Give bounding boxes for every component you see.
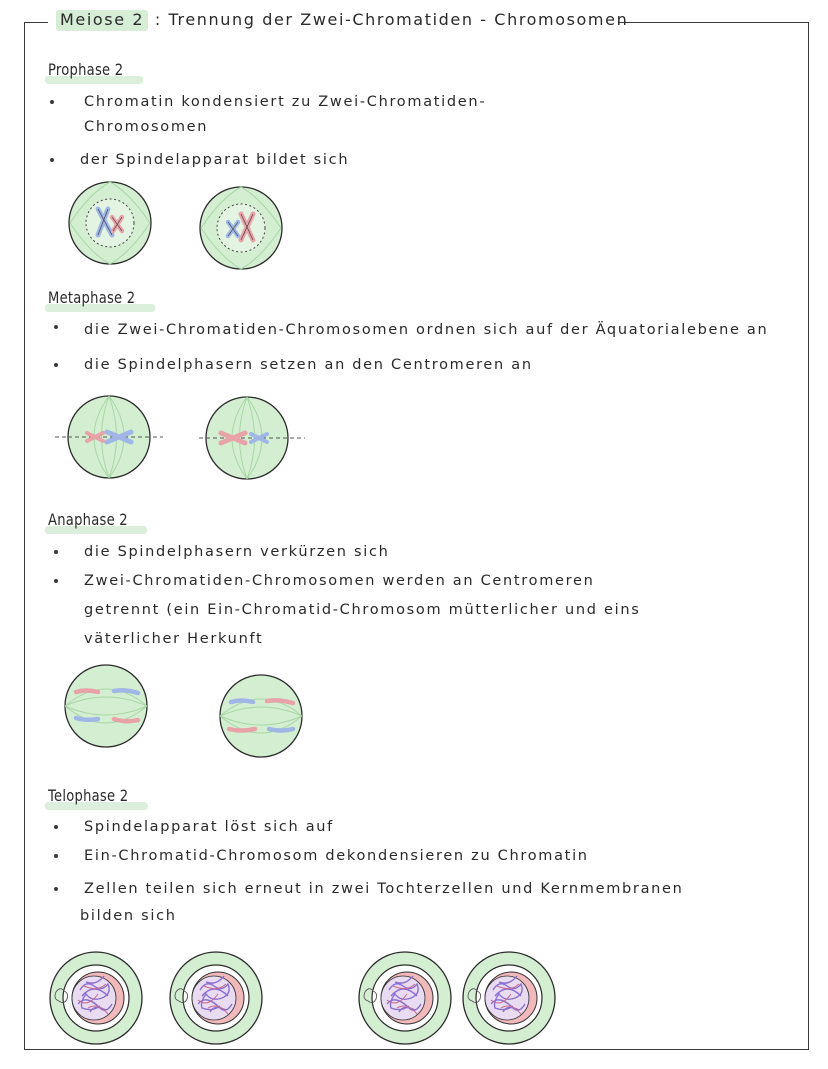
- anaphase-cells: [60, 662, 320, 762]
- telophase-bullets: [80, 813, 684, 931]
- section-telophase: [48, 786, 152, 808]
- bullet-dot: [50, 158, 54, 162]
- section-metaphase: [48, 288, 161, 310]
- bullet-dot: [54, 825, 58, 829]
- telophase-cell-2: [170, 952, 262, 1044]
- prophase-bullets: [80, 88, 487, 175]
- list-item-continuation: bilden sich: [80, 908, 177, 924]
- title-separator: :: [148, 10, 169, 29]
- bullet-dot: [54, 550, 58, 554]
- telophase-cell-4: [463, 952, 555, 1044]
- list-item: der Spindelapparat bildet sich: [80, 146, 482, 175]
- list-item: die Zwei-Chromatiden-Chromosomen ordnen sich auf der Äquatorialebene an: [84, 316, 768, 345]
- list-item: die Spindelphasern setzen an den Centromeren an: [84, 351, 768, 380]
- anaphase-bullets: [84, 538, 641, 654]
- telophase-cell-1: [50, 952, 142, 1044]
- list-item: Spindelapparat löst sich auf: [84, 813, 684, 842]
- title-rest: Trennung der Zwei-Chromatiden - Chromosomen: [168, 10, 629, 29]
- list-item: Zwei-Chromatiden-Chromosomen werden an Centromeren: [84, 567, 641, 596]
- section-heading: Telophase 2: [48, 786, 133, 808]
- metaphase-cells: [50, 394, 310, 484]
- section-heading: Anaphase 2: [48, 510, 133, 532]
- bullet-dot: [54, 579, 58, 583]
- metaphase-cell-2: [199, 397, 305, 479]
- prophase-cells: [60, 180, 300, 280]
- list-item: Zellen teilen sich erneut in zwei Tochterzellen und Kernmembranen: [84, 875, 684, 904]
- bullet-dot: [54, 854, 58, 858]
- section-heading: Prophase 2: [48, 60, 128, 82]
- list-item-continuation: getrennt (ein Ein-Chromatid-Chromosom mütterlicher und eins: [84, 602, 641, 618]
- metaphase-bullets: [84, 316, 768, 380]
- prophase-cell-1: [69, 182, 151, 264]
- section-heading: Metaphase 2: [48, 288, 140, 310]
- section-anaphase: [48, 510, 151, 532]
- frame-top-right: [618, 22, 809, 23]
- bullet-dot: [50, 100, 54, 104]
- bullet-dot: [54, 887, 58, 891]
- metaphase-cell-1: [55, 396, 163, 478]
- list-item: die Spindelphasern verkürzen sich: [84, 538, 641, 567]
- telophase-cell-3: [359, 952, 451, 1044]
- list-item-continuation: Chromosomen: [84, 119, 209, 135]
- page-title: [56, 10, 628, 29]
- telophase-cells: [48, 948, 568, 1048]
- list-item: Chromatin kondensiert zu Zwei-Chromatiden-: [84, 88, 486, 117]
- list-item: Ein-Chromatid-Chromosom dekondensieren zu Chromatin: [84, 842, 684, 871]
- anaphase-cell-1: [65, 665, 147, 747]
- prophase-cell-2: [200, 187, 282, 269]
- bullet-dot: [54, 325, 58, 329]
- frame-top-left: [24, 22, 48, 23]
- title-prefix: Meiose 2: [56, 10, 148, 31]
- list-item-continuation: väterlicher Herkunft: [84, 631, 264, 647]
- bullet-dot: [54, 363, 58, 367]
- section-prophase: [48, 60, 146, 82]
- anaphase-cell-2: [220, 675, 302, 757]
